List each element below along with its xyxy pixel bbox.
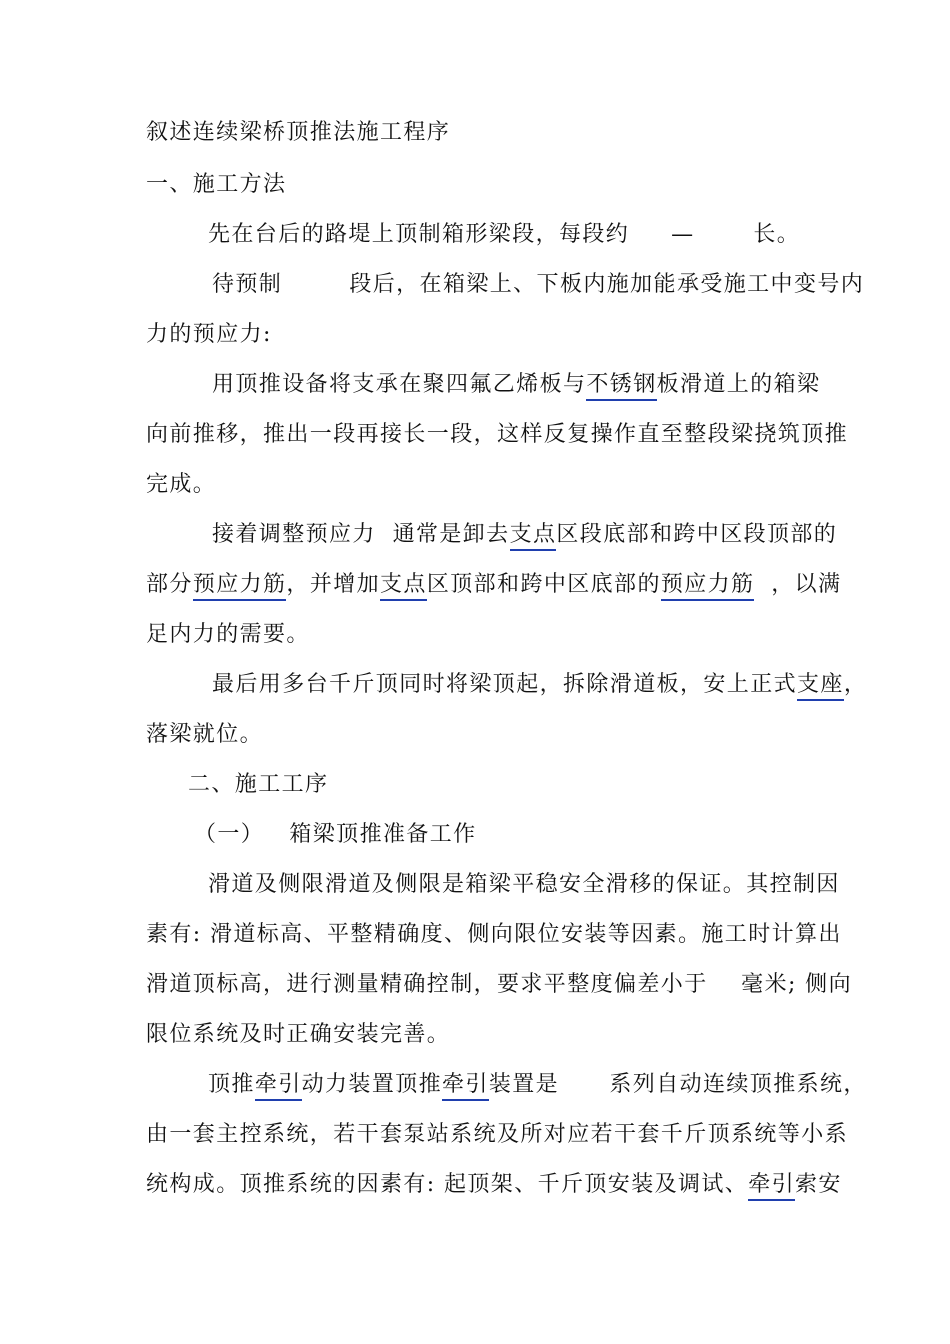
paragraph-6-line-1: 滑道及侧限滑道及侧限是箱梁平稳安全滑移的保证。其控制因 — [208, 872, 840, 897]
paragraph-3-line-2: 向前推移，推出一段再接长一段，这样反复操作直至整段梁挠筑顶推 — [146, 422, 849, 447]
link-support-point[interactable]: 支点 — [380, 572, 427, 601]
text-run: ，以满 — [754, 572, 842, 597]
text-run: 统构成。顶推系统的因素有: 起顶架、千斤顶安装及调试、 — [146, 1172, 749, 1197]
text-run: 板滑道上的箱梁 — [656, 372, 821, 397]
paragraph-7-line-1 — [208, 1070, 867, 1100]
text-run: ，并增加 — [286, 572, 381, 597]
paragraph-3-line-3: 完成。 — [146, 472, 217, 497]
paragraph-2-line-1: 待预制 段后，在箱梁上、下板内施加能承受施工中变号内 — [212, 272, 865, 297]
text-run: 顶推 — [208, 1072, 255, 1097]
paragraph-6-line-3: 滑道顶标高，进行测量精确控制，要求平整度偏差小于 毫米; 侧向 — [146, 972, 852, 997]
paragraph-4-line-1 — [212, 520, 837, 550]
text-run: 用顶推设备将支承在聚四氟乙烯板与 — [212, 372, 587, 397]
text-run: 区顶部和跨中区底部的 — [426, 572, 661, 597]
text-run: 索安 — [795, 1172, 842, 1197]
subsection-heading: （一） 箱梁顶推准备工作 — [194, 822, 477, 847]
text-run: ， — [843, 672, 868, 697]
paragraph-5-line-2: 落梁就位。 — [146, 722, 264, 747]
link-prestressed-tendon[interactable]: 预应力筋 — [193, 572, 287, 601]
paragraph-3-line-1 — [212, 370, 820, 400]
link-prestressed-tendon[interactable]: 预应力筋 — [661, 572, 755, 601]
link-traction[interactable]: 牵引 — [255, 1072, 302, 1101]
paragraph-6-line-2: 素有: 滑道标高、平整精确度、侧向限位安装等因素。施工时计算出 — [146, 922, 842, 947]
text-run: 接着调整预应力 通常是卸去 — [212, 522, 510, 547]
text-run: 装置是 系列自动连续顶推系统， — [488, 1072, 867, 1097]
link-traction[interactable]: 牵引 — [442, 1072, 489, 1101]
text-run: 部分 — [146, 572, 193, 597]
paragraph-4-line-2 — [146, 570, 841, 600]
text-run: 动力装置顶推 — [301, 1072, 443, 1097]
link-traction[interactable]: 牵引 — [748, 1172, 795, 1201]
section-heading-methods: 一、施工方法 — [146, 172, 287, 197]
text-run: 区段底部和跨中区段顶部的 — [556, 522, 838, 547]
paragraph-6-line-4: 限位系统及时正确安装完善。 — [146, 1022, 451, 1047]
paragraph-2-line-2: 力的预应力: — [146, 322, 272, 347]
paragraph-4-line-3: 足内力的需要。 — [146, 622, 310, 647]
paragraph-7-line-2: 由一套主控系统，若干套泵站系统及所对应若干套千斤顶系统等小系 — [146, 1122, 849, 1147]
paragraph-1: 先在台后的路堤上顶制箱形梁段，每段约 — 长。 — [208, 222, 801, 247]
link-stainless-steel[interactable]: 不锈钢 — [586, 372, 656, 401]
paragraph-5-line-1 — [212, 670, 867, 700]
document-title: 叙述连续梁桥顶推法施工程序 — [146, 120, 451, 145]
section-heading-procedure: 二、施工工序 — [188, 772, 329, 797]
link-bearing[interactable]: 支座 — [797, 672, 844, 701]
text-run: 最后用多台千斤顶同时将梁顶起，拆除滑道板，安上正式 — [212, 672, 798, 697]
paragraph-7-line-3 — [146, 1170, 842, 1200]
link-support-point[interactable]: 支点 — [510, 522, 557, 551]
